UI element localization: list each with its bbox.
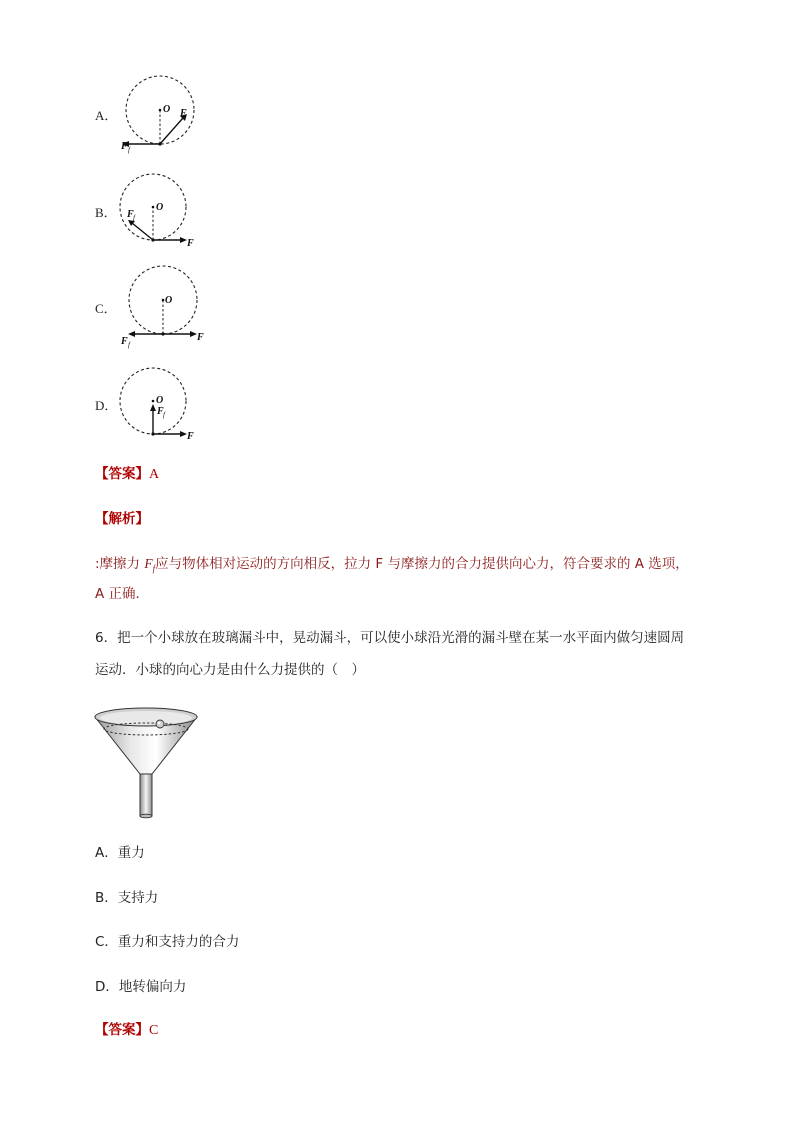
option-a-label: A．: [95, 108, 118, 123]
option-c-friction-label: F: [121, 336, 128, 347]
option-c-diagram: [110, 262, 220, 352]
q6-answer-tag: 【答案】: [95, 1022, 149, 1038]
option-b-center-label: O: [156, 202, 164, 213]
q6-answer: [95, 1020, 158, 1041]
option-d-friction-sub: f: [163, 411, 165, 419]
option-b-friction-label: F: [127, 209, 134, 220]
option-c-friction-sub: f: [128, 341, 130, 349]
q6-stem-line2: 运动．小球的向心力是由什么力提供的（ ）: [95, 662, 365, 678]
q6-option-c: C．重力和支持力的合力: [95, 934, 240, 950]
option-a-diagram: [110, 70, 210, 160]
q5-analysis-heading: [95, 509, 149, 529]
option-a-center-label: O: [163, 104, 171, 115]
option-d-center-label: O: [156, 395, 164, 406]
option-b-diagram: [110, 168, 210, 258]
q6-answer-value: C: [149, 1023, 159, 1038]
q5-answer-tag: 【答案】: [95, 466, 149, 482]
q5-analysis-tag: 【解析】: [95, 511, 149, 527]
option-a-force-label: F: [180, 108, 187, 119]
q6-option-d: D．地转偏向力: [95, 979, 187, 995]
option-c-label: C．: [95, 301, 117, 316]
q5-answer-value: A: [149, 467, 160, 482]
option-b-force-label: F: [187, 238, 194, 249]
option-d-force-label: F: [187, 431, 194, 442]
q5-analysis-pre: :摩擦力: [95, 556, 145, 572]
q5-analysis-line2: A 正确．: [95, 586, 150, 602]
q5-analysis-symbol-sub: f: [152, 563, 156, 574]
q5-answer: [95, 464, 159, 485]
option-c-force-label: F: [197, 332, 204, 343]
funnel-illustration: [92, 704, 202, 822]
q5-analysis-line1: [95, 554, 689, 579]
q6-option-a: A．重力: [95, 845, 145, 861]
option-b-label: B．: [95, 205, 117, 220]
q5-analysis-post: 应与物体相对运动的方向相反，拉力 F 与摩擦力的合力提供向心力，符合要求的 A 选项，: [155, 556, 689, 572]
option-d-friction-label: F: [157, 406, 164, 417]
q6-stem-line1: 6．把一个小球放在玻璃漏斗中，晃动漏斗，可以使小球沿光滑的漏斗壁在某一水平面内做匀速圆周: [95, 630, 685, 646]
option-a-friction-label: F: [121, 141, 128, 152]
option-a-friction-sub: f: [128, 146, 130, 154]
option-d-label: D．: [95, 398, 118, 413]
option-d-diagram: [110, 362, 210, 452]
q5-analysis-symbol: F: [144, 556, 153, 571]
option-c-center-label: O: [165, 295, 173, 306]
option-b-friction-sub: f: [133, 214, 135, 222]
q6-option-b: B．支持力: [95, 890, 159, 906]
